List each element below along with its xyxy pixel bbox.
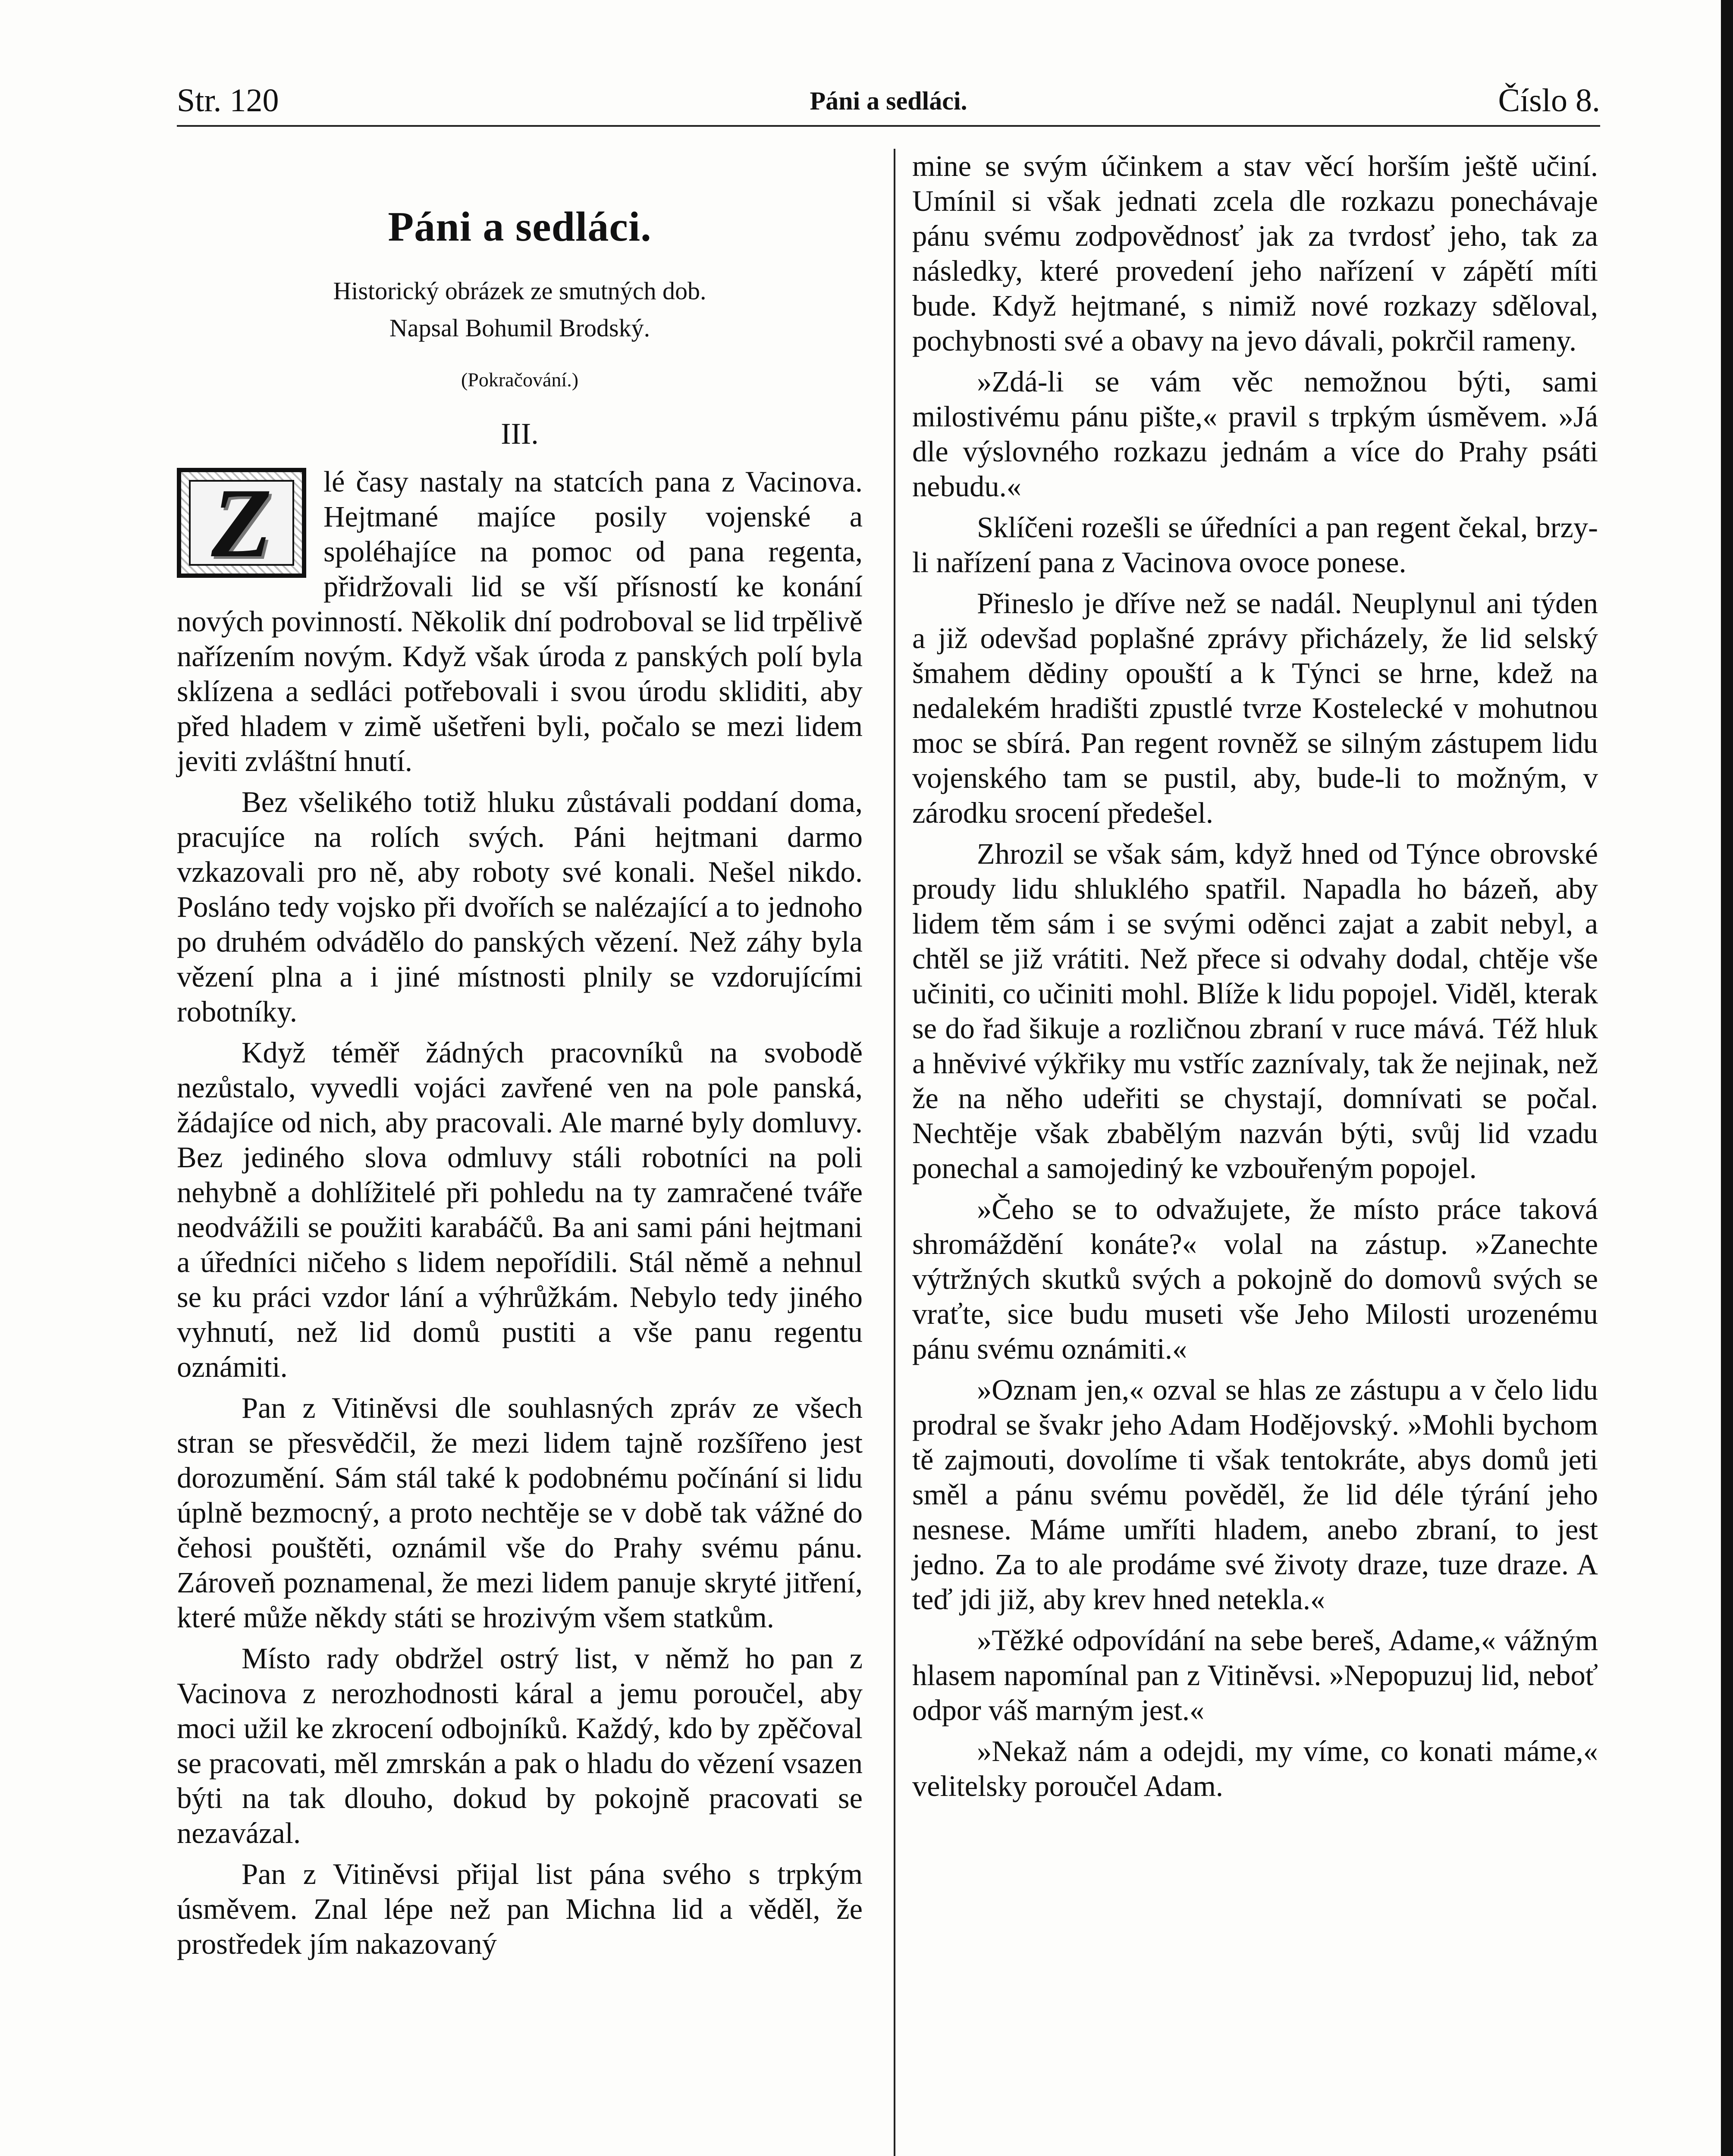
paragraph: Místo rady obdržel ostrý list, v němž ho pan z Vacinova z nerozhodnosti káral a jemu poroučel, aby moci užil ke zkrocení odbojníků. Každý, kdo by zpěčoval se pracovati, měl zmrskán a pak o hladu do vězení vsazen býti na tak dlouho, dokud by pokojně pracovati se nezavázal. [177,1642,863,1849]
left-column [177,147,863,1968]
page-header [177,78,1600,127]
paragraph: Přineslo je dříve než se nadál. Neuplynul ani týden a již odevšad poplašné zprávy přicházely, že lid selský šmahem dědiny opouští a k Týnci se hrne, kdež na nedalekém hradišti zpustlé tvrze Kostelecké v mohutnou moc se sbírá. Pan regent rovněž se silným zástupem lidu vojenského tam se pustil, aby, bude-li to možným, v zárodku srocení předešel. [912,587,1598,829]
paragraph: »Oznam jen,« ozval se hlas ze zástupu a v čelo lidu prodral se švakr jeho Adam Hodějovský. »Mohli bychom tě zajmouti, dovolíme ti však tentokráte, abys domů jeti směl a pánu svému pověděl, že lid déle týrání jeho nesnese. Máme umříti hladem, anebo zbraní, to jest jedno. Za to ale prodáme své životy draze, tuze draze. A teď jdi již, aby krev hned netekla.« [912,1373,1598,1616]
paragraph: mine se svým účinkem a stav věcí horším ještě učiní. Umínil si však jednati zcela dle rozkazu ponechávaje pánu svému zodpovědnosť jak za tvrdosť jeho, tak za následky, které provedení jeho nařízení v zápětí míti bude. Když hejtmané, s nimiž nové rozkazy sděloval, pochybnosti své a obavy na jevo dávali, pokrčil rameny. [912,150,1598,357]
paragraph: Z lé časy nastaly na statcích pana z Vacinova. Hejtmané majíce posily vojenské a spoléhajíce na pomoc od pana regenta, přidržovali lid se vší přísností ke konání nových povinností. Několik dní podroboval se lid trpělivě nařízením novým. Když však úroda z panských polí byla sklízena a sedláci potřebovali i svou úrodu skliditi, aby před hladem v zimě ušetřeni byli, počalo se mezi lidem jeviti zvláštní hnutí. [177,465,863,777]
article-title: Páni a sedláci. [388,204,652,250]
chapter-number: III. [501,417,539,451]
paragraph: Pan z Vitiněvsi přijal list pána svého s trpkým úsměvem. Znal lépe než pan Michna lid a věděl, že prostředek jím nakazovaný [177,1858,863,1960]
article-author: Napsal Bohumil Brodský. [389,314,650,342]
paragraph: »Nekaž nám a odejdi, my víme, co konati máme,« velitelsky poroučel Adam. [912,1735,1598,1802]
paragraph: Bez všelikého totiž hluku zůstávali poddaní doma, pracujíce na rolích svých. Páni hejtmani darmo vzkazovali pro ně, aby roboty své konali. Nešel nikdo. Posláno tedy vojsko při dvořích se nalézající a to jednoho po druhém odvádělo do panských vězení. Než záhy byla vězení plna a i jiné místnosti plnily se vzdorujícími robotníky. [177,786,863,1028]
paragraph: Zhrozil se však sám, když hned od Týnce obrovské proudy lidu shluklého spatřil. Napadla ho bázeň, aby lidem těm sám i se svými oděnci zajat a zabit nebyl, a chtěl se již vrátiti. Než přece si odvahy dodal, chtěje vše učiniti, co učiniti mohl. Blíže k lidu popojel. Viděl, kterak se do řad šikuje a rozličnou zbraní v ruce mává. Též hluk a hněvivé výkřiky mu vstříc zaznívaly, tak že nejinak, než že na něho udeřiti se chystají, domnívati se počal. Nechtěje však zbabělým nazván býti, svůj lid vzadu ponechal a samojediný ke vzbouřeným popojel. [912,837,1598,1185]
drop-cap-ornament [177,468,306,578]
right-column [912,149,1598,1810]
column-divider [894,149,895,2156]
running-title: Páni a sedláci. [810,87,967,115]
paragraph: »Čeho se to odvažujete, že místo práce taková shromáždění konáte?« volal na zástup. »Zanechte výtržných skutků svých a pokojně do domovů svých se vraťte, sice budu museti vše Jeho Milosti urozenému pánu svému oznámiti.« [912,1193,1598,1365]
paragraph: Sklíčeni rozešli se úředníci a pan regent čekal, brzy-li nařízení pana z Vacinova ovoce ponese. [912,511,1598,579]
continuation-note: (Pokračování.) [461,369,579,391]
article-subtitle: Historický obrázek ze smutných dob. [333,277,706,305]
issue-number: Číslo 8. [1498,82,1600,119]
paragraph: »Zdá-li se vám věc nemožnou býti, sami milostivému pánu pište,« pravil s trpkým úsměvem. »Já dle výslovného rozkazu jednám a více do Prahy psáti nebudu.« [912,365,1598,503]
paragraph: Když téměř žádných pracovníků na svobodě nezůstalo, vyvedli vojáci zavřené ven na pole panská, žádajíce od nich, aby pracovali. Ale marné byly domluvy. Bez jediného slova odmluvy stáli robotníci na poli nehybně a dohlížitelé při pohledu na ty zamračené tváře neodvážili se použiti karabáčů. Ba ani sami páni hejtmani a úředníci ničeho s lidem nepořídili. Stál němě a nehnul se ku práci vzdor lání a výhrůžkám. Nebylo tedy jiného vyhnutí, než lid domů pustiti a vše panu regentu oznámiti. [177,1036,863,1383]
paragraph: Pan z Vitiněvsi dle souhlasných zpráv ze všech stran se přesvědčil, že mezi lidem tajně rozšířeno jest dorozumění. Sám stál také k podobnému počínání si lidu úplně bezmocný, a proto nechtěje se v době tak vážné do čehosi pouštěti, oznámil vše do Prahy svému pánu. Zároveň poznamenal, že mezi lidem panuje skryté jitření, které může někdy státi se hrozivým všem statkům. [177,1391,863,1634]
paragraph: »Těžké odpovídání na sebe bereš, Adame,« vážným hlasem napomínal pan z Vitiněvsi. »Nepopuzuj lid, neboť odpor váš marným jest.« [912,1624,1598,1727]
drop-cap-letter: Z [211,467,272,578]
page-number: Str. 120 [177,82,279,119]
